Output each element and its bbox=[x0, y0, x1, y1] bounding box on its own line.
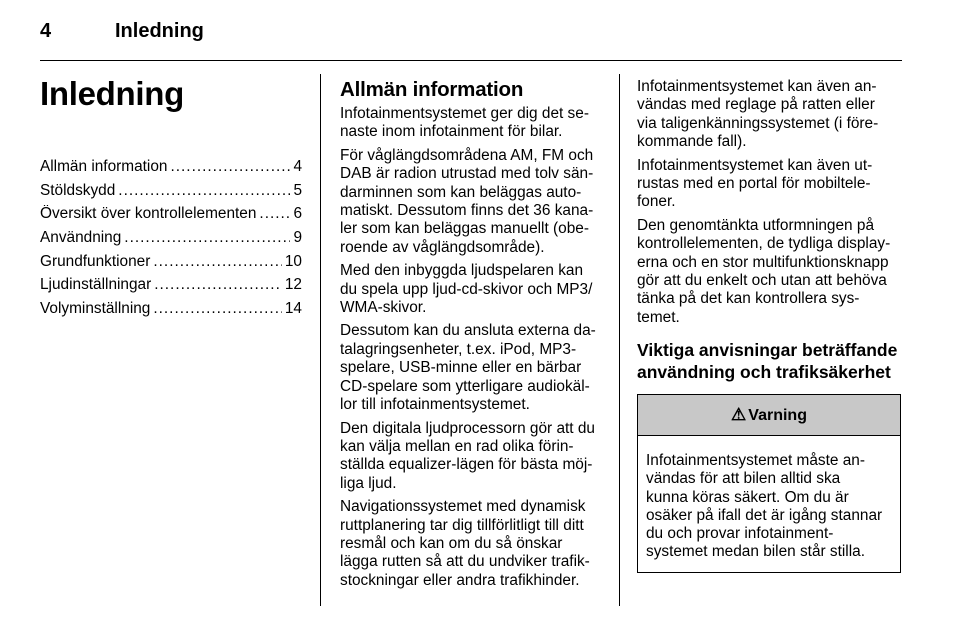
toc-entry-page: 5 bbox=[293, 181, 302, 199]
body-paragraph: Infotainmentsystemet kan även an- vändas med reglage på ratten eller via taligenkänningssystemet (i före- kommande fall). bbox=[637, 78, 879, 151]
toc-entry-title: Användning bbox=[40, 229, 122, 247]
toc-leader bbox=[259, 205, 290, 223]
warning-text: Infotainmentsystemet måste an- vändas för att bilen alltid ska kunna köras säkert. Om du är osäker på ifall det är igång stannar du och provar infotainment- systemet medan bilen står stilla. bbox=[646, 452, 883, 561]
toc-entry-title: Ljudinställningar bbox=[40, 276, 152, 294]
page-header bbox=[40, 20, 204, 43]
body-paragraph: Den genomtänkta utformningen på kontrollelementen, de tydliga display- erna och en stor multifunktionsknapp gör att du enkelt och utan att behöva tänka på det kan kontrollera sys- temet. bbox=[637, 216, 891, 326]
column-divider bbox=[619, 74, 620, 606]
toc-entry[interactable] bbox=[40, 229, 302, 253]
warning-header bbox=[638, 395, 900, 436]
table-of-contents bbox=[40, 158, 302, 324]
toc-entry-title: Allmän information bbox=[40, 158, 168, 175]
general-info-column bbox=[340, 78, 603, 595]
section-heading: Allmän information bbox=[340, 78, 524, 101]
subsection-heading: Viktiga anvisningar beträffande användning och trafiksäkerhet bbox=[637, 340, 898, 383]
body-paragraph: Med den inbyggda ljudspelaren kan du spela upp ljud-cd-skivor och MP3/ WMA-skivor. bbox=[340, 262, 593, 317]
body-paragraph: Dessutom kan du ansluta externa da- talagringsenheter, t.ex. iPod, MP3- spelare, USB-minne eller en bärbar CD-spelare som ytterligare audiokäl- lor till infotainmentsystemet. bbox=[340, 322, 596, 414]
chapter-title: Inledning bbox=[40, 75, 184, 112]
toc-entry[interactable] bbox=[40, 205, 302, 229]
toc-leader bbox=[154, 276, 282, 294]
warning-label: Varning bbox=[748, 407, 807, 425]
body-paragraph: Infotainmentsystemet ger dig det se- naste inom infotainment för bilar. bbox=[340, 105, 589, 141]
toc-entry-page: 12 bbox=[284, 276, 302, 294]
toc-leader bbox=[153, 253, 282, 271]
toc-leader bbox=[170, 158, 290, 176]
toc-entry[interactable] bbox=[40, 300, 302, 324]
toc-entry-page: 10 bbox=[284, 252, 302, 270]
toc-leader bbox=[153, 300, 282, 318]
toc-entry[interactable] bbox=[40, 276, 302, 300]
header-title: Inledning bbox=[115, 20, 204, 42]
toc-entry-page: 14 bbox=[284, 300, 302, 318]
toc-entry[interactable] bbox=[40, 253, 302, 277]
page-number: 4 bbox=[40, 20, 52, 42]
toc-column bbox=[40, 74, 302, 324]
toc-entry-title: Översikt över kontrollelementen bbox=[40, 205, 257, 223]
toc-leader bbox=[124, 229, 290, 247]
body-paragraph: Den digitala ljudprocessorn gör att du kan välja mellan en rad olika förin- ställda equalizer-lägen för bästa möj- liga ljud. bbox=[340, 419, 595, 492]
body-paragraph: Infotainmentsystemet kan även ut- rustas med en portal för mobiltele- foner. bbox=[637, 156, 873, 211]
toc-entry-title: Stöldskydd bbox=[40, 181, 116, 199]
toc-entry-page: 4 bbox=[293, 158, 302, 175]
body-paragraph: För våglängdsområdena AM, FM och DAB är radion utrustad med tolv sän- darminnen som kan beläggas auto- matiskt. Dessutom finns det 36 kana- ler som kan beläggas manuellt (obe- roende av våglängdsområde). bbox=[340, 146, 594, 256]
toc-entry-page: 9 bbox=[293, 229, 302, 247]
third-column bbox=[637, 78, 901, 573]
toc-entry-title: Grundfunktioner bbox=[40, 252, 151, 270]
toc-entry-page: 6 bbox=[293, 205, 302, 223]
column-divider bbox=[320, 74, 321, 606]
warning-box bbox=[637, 394, 901, 572]
toc-entry[interactable] bbox=[40, 158, 302, 182]
header-rule bbox=[40, 60, 902, 61]
body-paragraph: Navigationssystemet med dynamisk ruttplanering tar dig tillförlitligt till ditt resmål och kan om du så önskar lägga rutten så att du undviker trafik- stockningar eller andra trafikhinder. bbox=[340, 498, 590, 589]
warning-triangle-icon: ⚠ bbox=[731, 405, 747, 425]
toc-entry[interactable] bbox=[40, 182, 302, 206]
toc-leader bbox=[118, 182, 290, 200]
toc-entry-title: Volyminställning bbox=[40, 300, 151, 318]
